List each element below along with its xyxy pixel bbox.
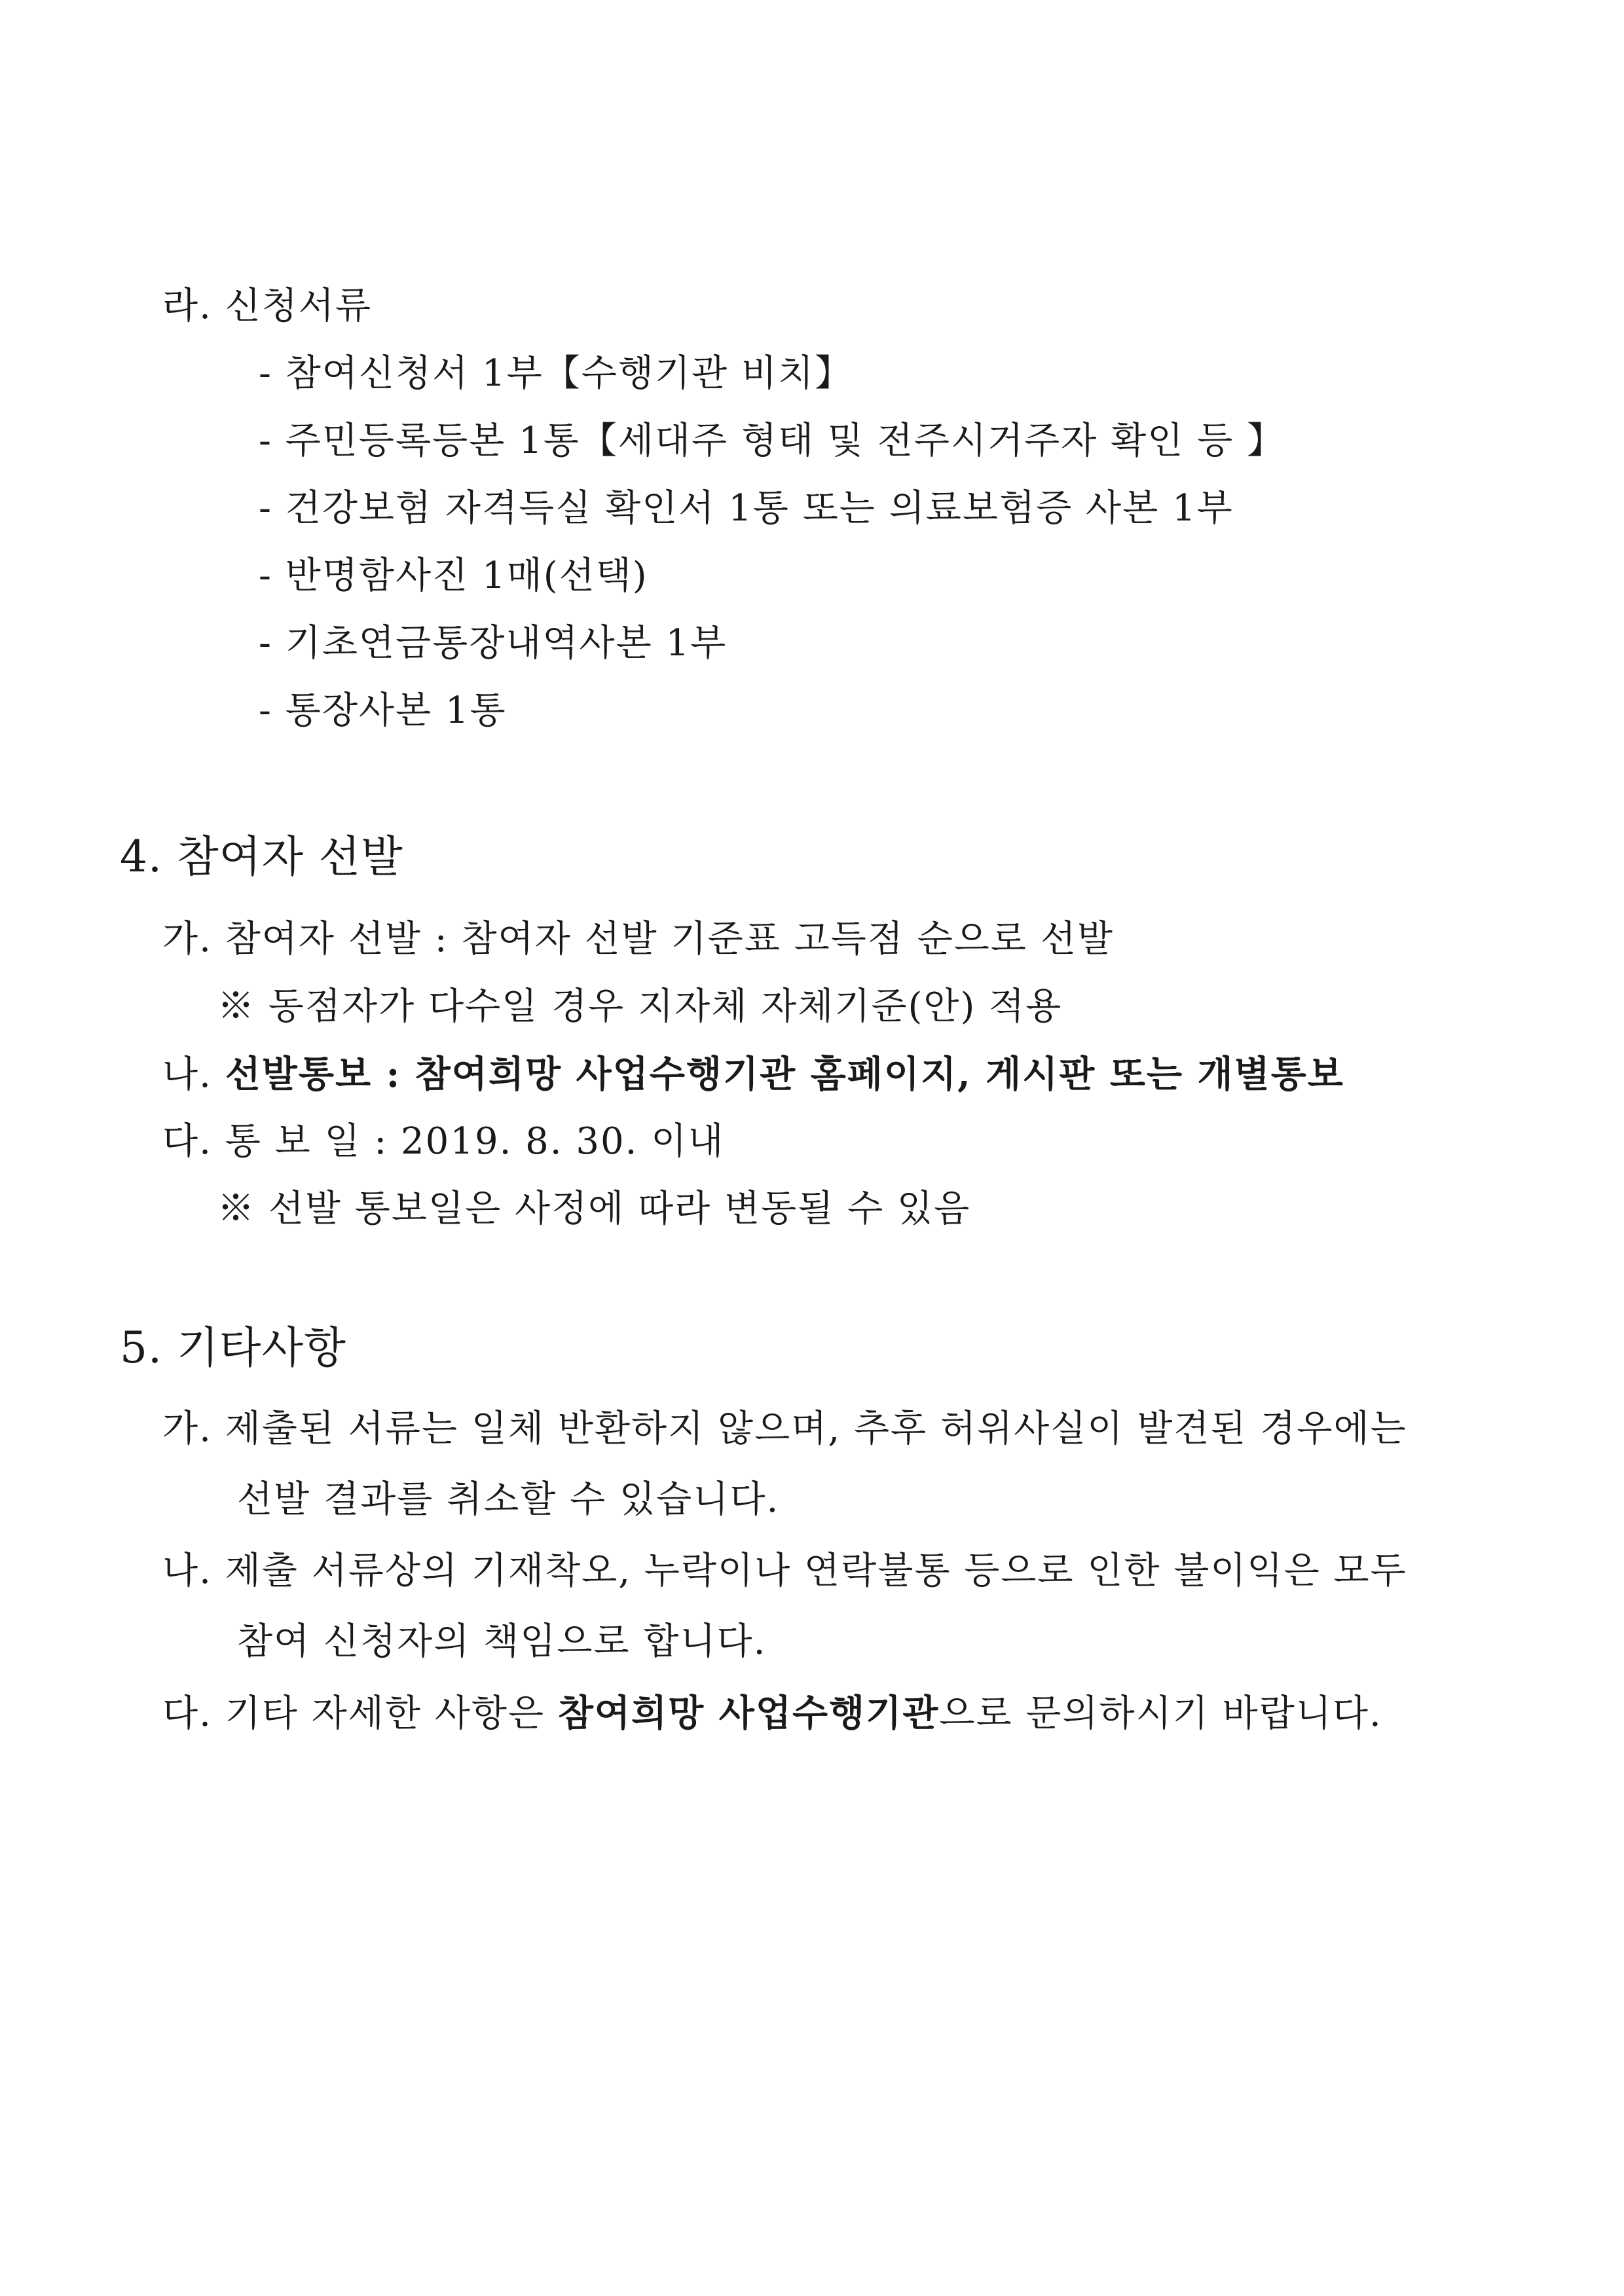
section-4-item-na [162, 1053, 1344, 1096]
list-item: - 반명함사진 1매(선택) [259, 555, 648, 597]
list-item: - 기초연금통장내역사본 1부 [259, 622, 728, 665]
section-4-na-bold: 선발통보 : 참여희망 사업수행기관 홈페이지, 게시판 또는 개별통보 [225, 1053, 1344, 1096]
list-item: - 통장사본 1통 [259, 689, 507, 732]
section-5-da-prefix: 다. 기타 자세한 사항은 [162, 1692, 558, 1735]
section-4-item-ga: 가. 참여자 선발 : 참여자 선발 기준표 고득점 순으로 선발 [162, 918, 1114, 960]
section-4-item-da: 다. 통 보 일 : 2019. 8. 30. 이내 [162, 1120, 725, 1163]
section-5-item-da [162, 1692, 1382, 1735]
section-5-da-suffix: 으로 문의하시기 바랍니다. [939, 1692, 1382, 1735]
section-5-item-na-line2: 참여 신청자의 책임으로 합니다. [237, 1620, 767, 1663]
section-ra-title: 라. 신청서류 [162, 285, 373, 327]
section-5-item-ga-line1: 가. 제출된 서류는 일체 반환하지 않으며, 추후 허위사실이 발견된 경우에는 [162, 1408, 1407, 1450]
section-4-na-prefix: 나. [162, 1053, 225, 1096]
list-item: - 참여신청서 1부【수행기관 비치】 [259, 352, 853, 395]
section-4-heading: 4. 참여자 선발 [120, 831, 403, 882]
section-4-note-da: ※ 선발 통보일은 사정에 따라 변동될 수 있음 [217, 1188, 971, 1230]
section-5-da-bold: 참여희망 사업수행기관 [557, 1692, 940, 1735]
list-item: - 주민등록등본 1통【세대주 형태 및 전주시거주자 확인 등 】 [259, 420, 1285, 462]
list-item: - 건강보험 자격득실 확인서 1통 또는 의료보험증 사본 1부 [259, 487, 1234, 530]
section-5-item-ga-line2: 선발 결과를 취소할 수 있습니다. [237, 1478, 780, 1521]
section-5-heading: 5. 기타사항 [120, 1322, 346, 1373]
section-4-note-ga: ※ 동점자가 다수일 경우 지자체 자체기준(안) 적용 [217, 985, 1063, 1028]
section-5-item-na-line1: 나. 제출 서류상의 기재착오, 누락이나 연락불통 등으로 인한 불이익은 모두 [162, 1550, 1407, 1592]
